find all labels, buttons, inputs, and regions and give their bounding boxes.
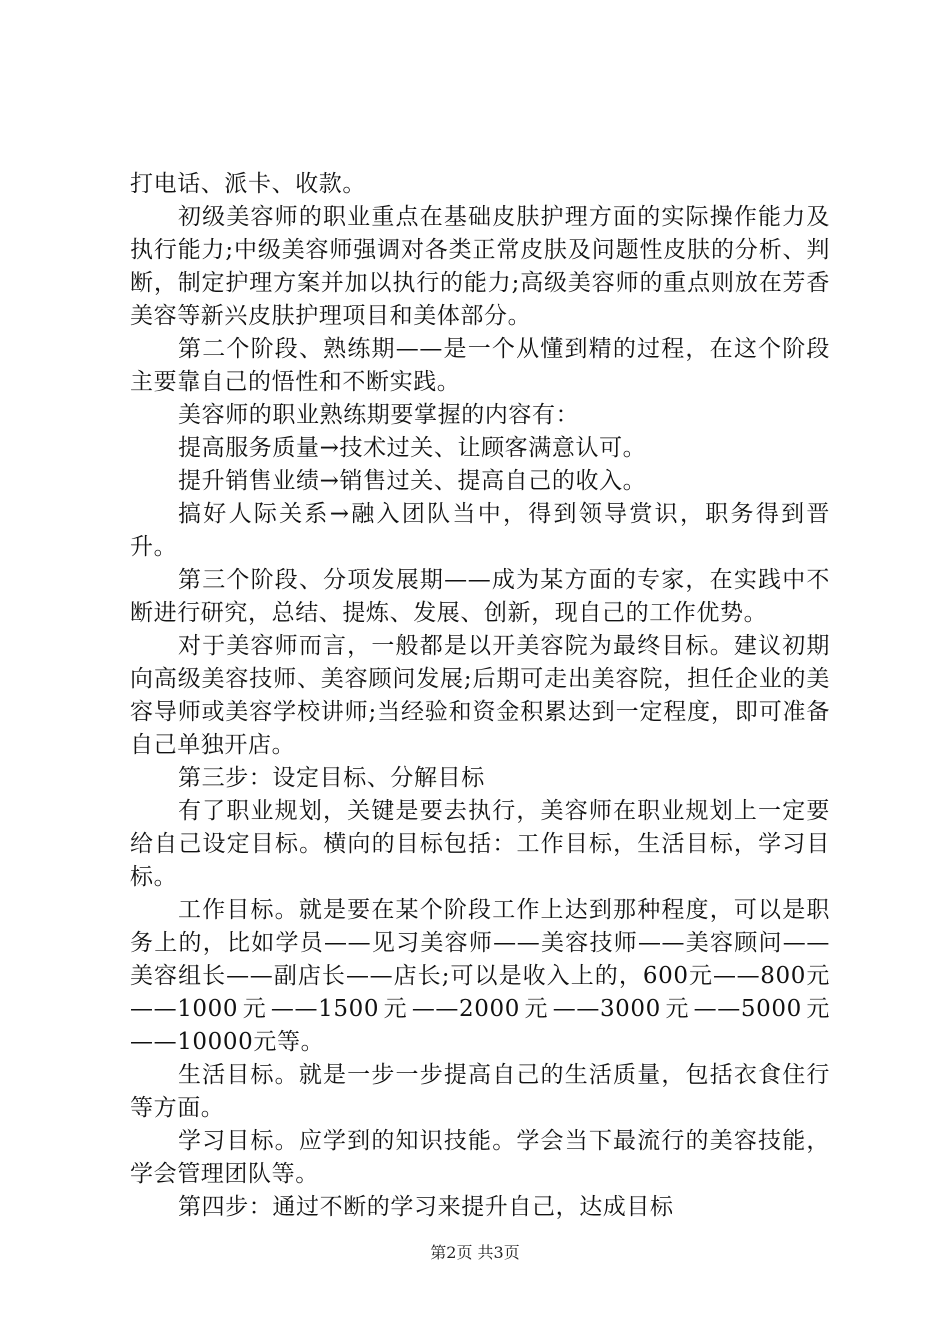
document-body [130, 168, 830, 1224]
paragraph: 生活目标。就是一步一步提高自己的生活质量，包括衣食住行等方面。 [130, 1062, 830, 1121]
paragraph: 美容师的职业熟练期要掌握的内容有： [178, 402, 580, 428]
page-footer [0, 1243, 950, 1263]
paragraph: 提高服务质量→技术过关、让顾客满意认可。 [178, 435, 647, 461]
paragraph: 有了职业规划，关键是要去执行，美容师在职业规划上一定要给自己设定目标。横向的目标包括：工作目标，生活目标，学习目标。 [130, 798, 830, 890]
paragraph: 工作目标。就是要在某个阶段工作上达到那种程度，可以是职务上的，比如学员——见习美容师——美容技师——美容顾问——美容组长——副店长——店长;可以是收入上的，600元——800元——1000元——1500元——2000元——3000元——5000元——10000元等。 [130, 897, 830, 1055]
paragraph: 打电话、派卡、收款。 [130, 171, 366, 197]
paragraph: 初级美容师的职业重点在基础皮肤护理方面的实际操作能力及执行能力;中级美容师强调对各类正常皮肤及问题性皮肤的分析、判断，制定护理方案并加以执行的能力;高级美容师的重点则放在芳香美容等新兴皮肤护理项目和美体部分。 [130, 204, 830, 329]
page-number-label: 第2页 共3页 [430, 1243, 520, 1262]
section-heading: 第四步：通过不断的学习来提升自己，达成目标 [178, 1194, 674, 1220]
paragraph: 对于美容师而言，一般都是以开美容院为最终目标。建议初期向高级美容技师、美容顾问发展;后期可走出美容院，担任企业的美容导师或美容学校讲师;当经验和资金积累达到一定程度，即可准备自己单独开店。 [130, 633, 830, 758]
paragraph: 第二个阶段、熟练期——是一个从懂到精的过程，在这个阶段主要靠自己的悟性和不断实践。 [130, 336, 830, 395]
paragraph: 提升销售业绩→销售过关、提高自己的收入。 [178, 468, 647, 494]
paragraph: 搞好人际关系→融入团队当中，得到领导赏识，职务得到晋升。 [130, 501, 830, 560]
section-heading: 第三步：设定目标、分解目标 [178, 765, 485, 791]
paragraph: 第三个阶段、分项发展期——成为某方面的专家，在实践中不断进行研究，总结、提炼、发展、创新，现自己的工作优势。 [130, 567, 830, 626]
paragraph: 学习目标。应学到的知识技能。学会当下最流行的美容技能，学会管理团队等。 [130, 1128, 830, 1187]
